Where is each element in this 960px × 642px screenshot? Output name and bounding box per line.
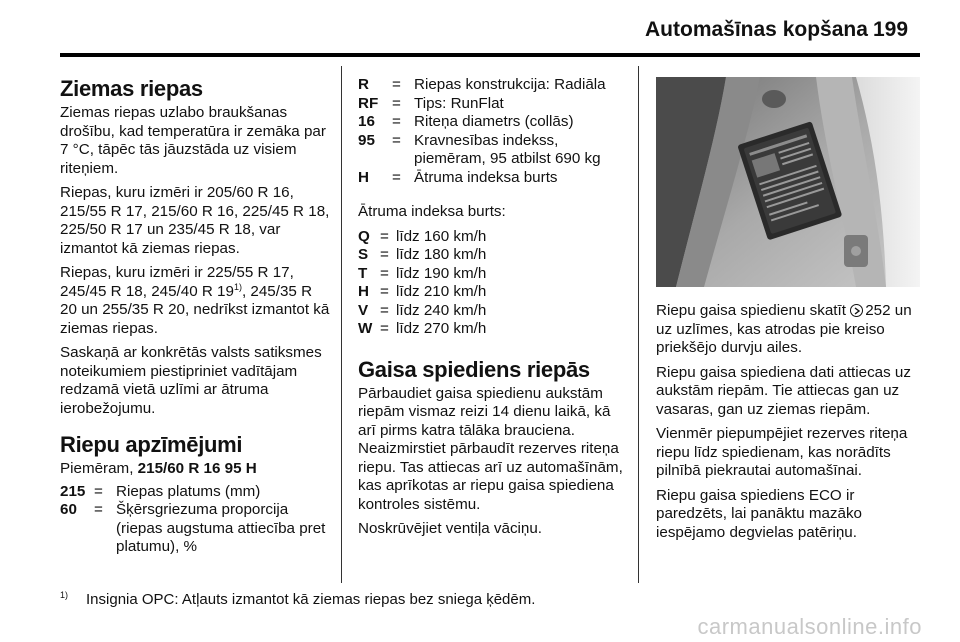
definition-equals: = [392, 76, 401, 93]
speed-value: līdz 270 km/h [396, 320, 487, 337]
definition-key: 60 [60, 501, 77, 518]
speed-key: H [358, 283, 369, 300]
definition-value: Tips: RunFlat [414, 94, 504, 112]
paragraph-text: Riepas, kuru izmēri ir 225/55 R 17, 245/45 R 18, 245/40 R 19 [60, 264, 294, 300]
definition-key: R [358, 76, 369, 93]
page-header [0, 0, 960, 60]
paragraph-text: un uz uzlīmes, kas atrodas pie kreiso priekšējo durvju ailes. [656, 302, 912, 356]
heading-tyre-pressure: Gaisa spiediens riepās [358, 356, 590, 382]
definition-row [358, 169, 630, 188]
definition-list-col1 [60, 483, 332, 557]
definition-equals: = [392, 94, 401, 112]
speed-equals: = [380, 320, 389, 337]
footnote [60, 590, 535, 608]
definition-row [358, 132, 630, 169]
definition-key: RF [358, 94, 379, 112]
speed-index-intro: Ātruma indeksa burts: [358, 203, 506, 220]
speed-row [358, 320, 630, 339]
definition-key: 215 [60, 482, 86, 500]
door-pillar-label-photo [656, 77, 920, 287]
heading-tyre-marking: Riepu apzīmējumi [60, 432, 243, 457]
page-reference[interactable]: 252 [865, 302, 891, 319]
paragraph-text: , 245/35 R 20 un 255/35 R 20, nedrīkst izmantot kā ziemas riepas. [60, 282, 330, 337]
speed-value: līdz 190 km/h [396, 264, 487, 282]
definition-equals: = [94, 482, 103, 500]
speed-value: līdz 160 km/h [396, 227, 487, 245]
definition-key: 16 [358, 113, 375, 130]
paragraph-text: Riepu gaisa spiedienu skatīt [656, 302, 846, 319]
definition-value: Šķērsgriezuma proporcija (riepas augstuma attiecība pret platumu), % [116, 501, 326, 555]
definition-row [358, 76, 630, 95]
door-pillar-illustration [656, 77, 920, 287]
heading-winter-tyres: Ziemas riepas [60, 76, 203, 101]
paragraph [656, 302, 920, 358]
speed-row [358, 265, 630, 284]
speed-row [358, 283, 630, 302]
column-left [60, 66, 332, 563]
speed-index-list [358, 228, 630, 339]
speed-row [358, 302, 630, 321]
column-right [656, 302, 920, 548]
column-middle [358, 66, 630, 545]
header-rule [60, 53, 920, 57]
definition-key: 95 [358, 131, 375, 149]
page-number: 199 [873, 18, 909, 41]
speed-equals: = [380, 227, 389, 245]
speed-equals: = [380, 283, 389, 300]
speed-row [358, 246, 630, 265]
speed-key: Q [358, 227, 370, 245]
example-line [60, 460, 332, 479]
paragraph: Riepu gaisa spiediena dati attiecas uz aukstām riepām. Tie attiecas gan uz vasaras, gan uz ziemas riepām. [656, 363, 911, 418]
speed-equals: = [380, 246, 389, 263]
definition-equals: = [94, 501, 103, 518]
definition-row [60, 483, 332, 502]
definition-equals: = [392, 168, 401, 186]
chapter-title: Automašīnas kopšana [645, 18, 868, 41]
column-divider [638, 66, 639, 583]
definition-row [60, 501, 332, 557]
definition-equals: = [392, 113, 401, 130]
speed-value: līdz 240 km/h [396, 301, 487, 319]
paragraph [60, 264, 332, 338]
speed-row [358, 228, 630, 247]
paragraph: Ziemas riepas uzlabo braukšanas drošību, kad temperatūra ir zemāka par 7 °C, tāpēc tās jāuzstāda uz visiem riteņiem. [60, 104, 326, 177]
paragraph: Vienmēr piepumpējiet rezerves riteņa riepu līdz spiedienam, kas norādīts pilnībā piekrautai automašīnai. [656, 425, 908, 479]
definition-row [358, 113, 630, 132]
speed-key: T [358, 264, 368, 282]
paragraph: Saskaņā ar konkrētās valsts satiksmes noteikumiem piestipriniet vadītājam redzamā vietā uzlīmi ar ātruma ierobežojumu. [60, 344, 322, 417]
example-value: 215/60 R 16 95 H [137, 460, 257, 477]
cross-reference-arrow-icon[interactable] [850, 304, 863, 317]
watermark: carmanualsonline.info [697, 614, 922, 639]
example-label: Piemēram, [60, 460, 134, 477]
speed-key: S [358, 246, 369, 263]
paragraph: Riepas, kuru izmēri ir 205/60 R 16, 215/55 R 17, 215/60 R 16, 225/45 R 18, 225/50 R 17 un 235/45 R 18, var izmantot kā ziemas riepas. [60, 184, 330, 257]
definition-list-col2 [358, 76, 630, 187]
speed-value: līdz 210 km/h [396, 283, 487, 300]
definition-value: Riteņa diametrs (collās) [414, 113, 574, 130]
paragraph: Riepu gaisa spiediens ECO ir paredzēts, lai panāktu mazāko iespējamo degvielas patēriņu. [656, 486, 862, 541]
definition-value: Kravnesības indekss, piemēram, 95 atbilst 690 kg [414, 131, 601, 167]
footnote-mark: 1) [60, 590, 69, 600]
column-divider [341, 66, 342, 583]
footnote-text: Insignia OPC: Atļauts izmantot kā ziemas riepas bez sniega ķēdēm. [86, 591, 536, 608]
speed-value: līdz 180 km/h [396, 246, 487, 263]
definition-equals: = [392, 131, 401, 149]
speed-equals: = [380, 264, 389, 282]
definition-row [358, 95, 630, 114]
speed-key: V [358, 301, 369, 319]
paragraph: Pārbaudiet gaisa spiedienu aukstām riepām vismaz reizi 14 dienu laikā, kā arī pirms katra tālāka brauciena. Neaizmirstiet pārbaudīt rezerves riteņa riepu. Tas attiecas arī uz automašīnām, kas aprīkotas ar riepu gaisa spiediena kontroles sistēmu. [358, 384, 623, 513]
definition-value: Riepas platums (mm) [116, 482, 261, 500]
definition-value: Ātruma indeksa burts [414, 168, 558, 186]
footnote-ref[interactable]: 1) [233, 281, 242, 292]
definition-key: H [358, 168, 369, 186]
definition-value: Riepas konstrukcija: Radiāla [414, 76, 606, 93]
speed-equals: = [380, 301, 389, 319]
paragraph: Noskrūvējiet ventiļa vāciņu. [358, 520, 543, 537]
speed-key: W [358, 320, 373, 337]
